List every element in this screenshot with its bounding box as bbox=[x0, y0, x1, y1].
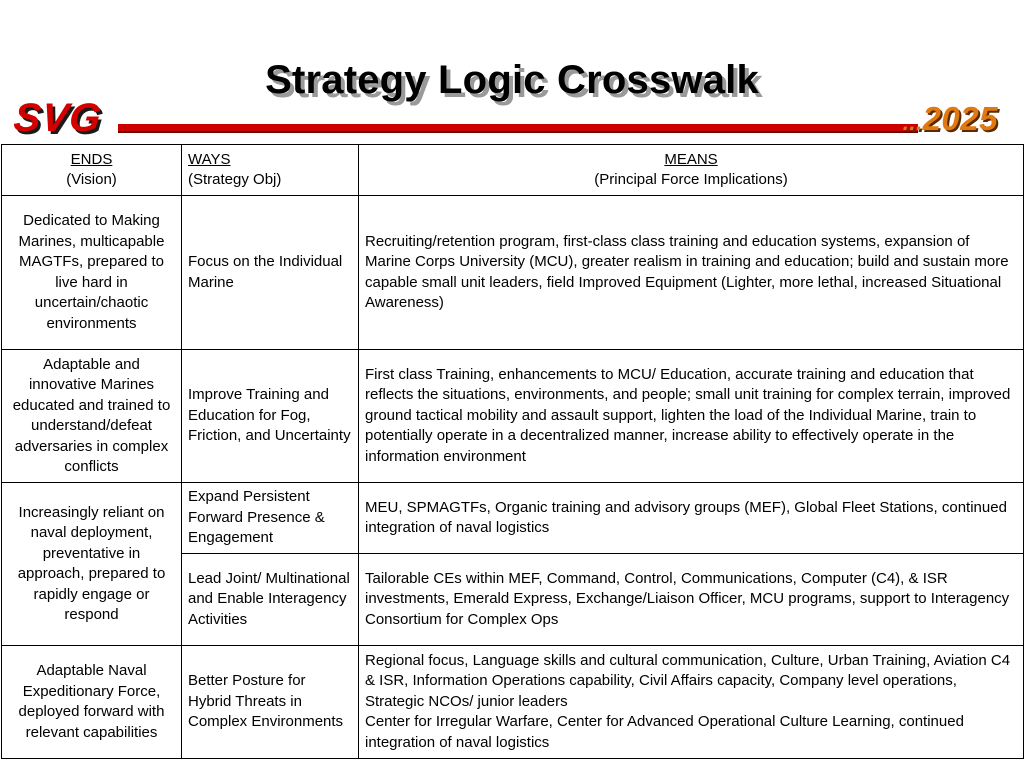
year-logo bbox=[903, 100, 998, 138]
header-ways bbox=[182, 145, 359, 196]
table-row bbox=[2, 350, 1024, 483]
table-row bbox=[2, 196, 1024, 350]
header-means bbox=[359, 145, 1024, 196]
means-cell: Recruiting/retention program, first-class class training and education systems, expansion of Marine Corps University (MCU), greater realism in training and education; build and sustain more capable small unit leaders, field Improved Equipment (Lighter, more lethal, increased Situational Awareness) bbox=[359, 196, 1024, 350]
table-row bbox=[2, 483, 1024, 554]
header-ends bbox=[2, 145, 182, 196]
year-logo-text: 2025 bbox=[922, 100, 998, 137]
ways-cell: Lead Joint/ Multinational and Enable Interagency Activities bbox=[182, 554, 359, 646]
ends-cell: Adaptable Naval Expeditionary Force, deployed forward with relevant capabilities bbox=[2, 646, 182, 759]
header-means-sub: (Principal Force Implications) bbox=[594, 171, 788, 188]
header-ends-label: ENDS bbox=[70, 150, 113, 168]
means-cell: First class Training, enhancements to MCU/ Education, accurate training and education that reflects the situations, environments, and people; small unit training for complex terrain, improved ground tactical mobility and assault support, lighten the load of the Individual Marine, train to potentially operate in a decentralized manner, increase ability to effectively operate in the information environment bbox=[359, 350, 1024, 483]
ways-cell: Focus on the Individual Marine bbox=[182, 196, 359, 350]
slide-title: Strategy Logic Crosswalk bbox=[265, 58, 759, 102]
header-means-label: MEANS bbox=[664, 150, 718, 168]
means-cell bbox=[359, 646, 1024, 759]
table-row bbox=[2, 646, 1024, 759]
header-ends-sub: (Vision) bbox=[66, 171, 117, 188]
ends-cell: Dedicated to Making Marines, multicapable MAGTFs, prepared to live hard in uncertain/chaotic environments bbox=[2, 196, 182, 350]
svg-logo: SVG bbox=[11, 96, 104, 140]
header-ways-sub: (Strategy Obj) bbox=[188, 171, 282, 188]
ends-cell: Increasingly reliant on naval deployment, preventative in approach, prepared to rapidly engage or respond bbox=[2, 483, 182, 646]
header-row bbox=[2, 145, 1024, 196]
ends-cell: Adaptable and innovative Marines educated and trained to understand/defeat adversaries in complex conflicts bbox=[2, 350, 182, 483]
means-paragraph: Regional focus, Language skills and cultural communication, Culture, Urban Training, Aviation C4 & ISR, Information Operations capability, Civil Affairs capacity, Company level operations, Strategic NCOs/ junior leaders bbox=[365, 651, 1011, 710]
ways-cell: Expand Persistent Forward Presence & Engagement bbox=[182, 483, 359, 554]
header-ways-label: WAYS bbox=[188, 150, 231, 168]
ways-cell: Better Posture for Hybrid Threats in Complex Environments bbox=[182, 646, 359, 759]
crosswalk-table bbox=[1, 144, 1024, 759]
means-cell: Tailorable CEs within MEF, Command, Control, Communications, Computer (C4), & ISR investments, Emerald Express, Exchange/Liaison Officer, MCU programs, support to Interagency Consortium for Complex Ops bbox=[359, 554, 1024, 646]
means-paragraph: Center for Irregular Warfare, Center for Advanced Operational Culture Learning, continued integration of naval logistics bbox=[365, 713, 964, 751]
title-rule bbox=[118, 124, 918, 131]
means-cell: MEU, SPMAGTFs, Organic training and advisory groups (MEF), Global Fleet Stations, continued integration of naval logistics bbox=[359, 483, 1024, 554]
year-logo-dots: ... bbox=[902, 110, 923, 135]
ways-cell: Improve Training and Education for Fog, Friction, and Uncertainty bbox=[182, 350, 359, 483]
